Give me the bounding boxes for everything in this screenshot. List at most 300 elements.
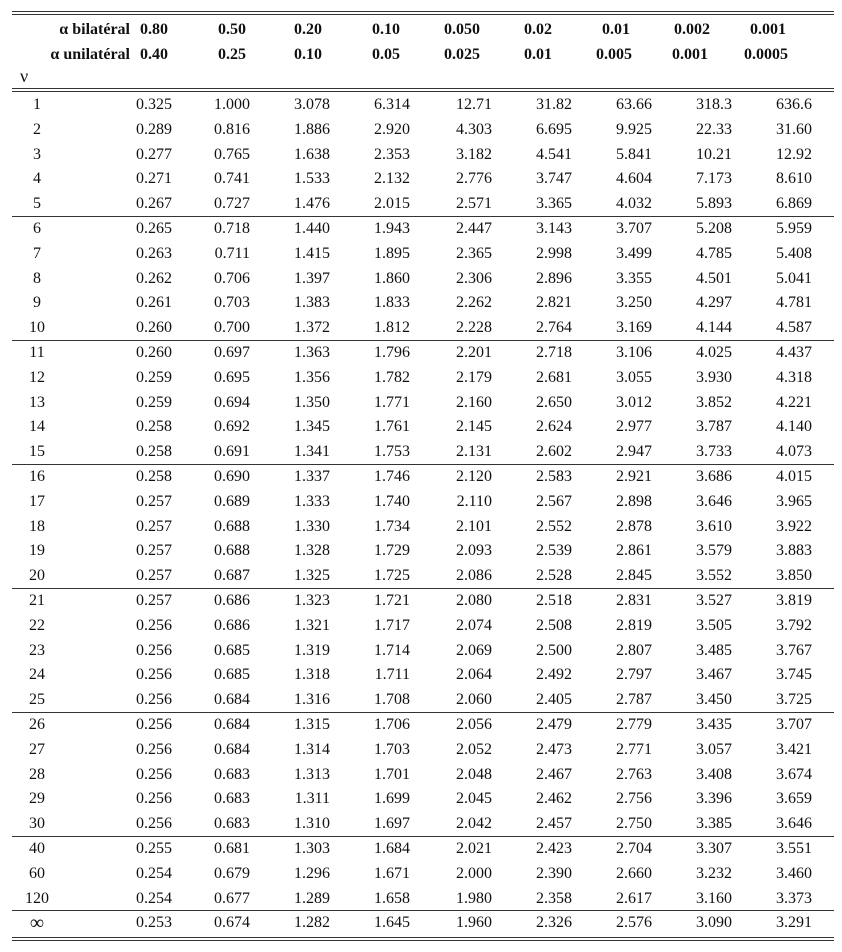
value-cell: 2.576 bbox=[616, 914, 652, 932]
value-cell: 3.078 bbox=[294, 96, 330, 113]
value-cell: 0.686 bbox=[214, 592, 250, 609]
value-cell: 4.781 bbox=[776, 294, 812, 312]
value-cell: 1.314 bbox=[294, 740, 330, 758]
value-cell: 4.140 bbox=[776, 418, 812, 436]
value-cell: 0.260 bbox=[136, 344, 172, 361]
value-cell: 5.841 bbox=[616, 145, 652, 163]
header-cell: 0.050 bbox=[444, 21, 480, 38]
nu-cell: 8 bbox=[33, 269, 41, 287]
nu-cell: 3 bbox=[33, 145, 41, 163]
table-row bbox=[12, 887, 834, 911]
value-cell: 4.032 bbox=[616, 195, 652, 213]
value-cell: 1.980 bbox=[456, 889, 492, 907]
value-cell: 1.000 bbox=[214, 96, 250, 113]
header-cell: 0.025 bbox=[444, 46, 480, 63]
value-cell: 3.505 bbox=[696, 616, 732, 634]
value-cell: 0.700 bbox=[214, 319, 250, 337]
table-row bbox=[12, 713, 834, 737]
value-cell: 0.741 bbox=[214, 170, 250, 188]
header-cell: 0.001 bbox=[750, 21, 786, 38]
value-cell: 2.048 bbox=[456, 765, 492, 783]
value-cell: 2.110 bbox=[456, 492, 492, 510]
value-cell: 1.860 bbox=[374, 269, 410, 287]
value-cell: 1.886 bbox=[294, 120, 330, 138]
value-cell: 2.660 bbox=[616, 864, 652, 882]
value-cell: 5.041 bbox=[776, 269, 812, 287]
value-cell: 10.21 bbox=[696, 145, 732, 163]
value-cell: 2.650 bbox=[536, 393, 572, 411]
value-cell: 9.925 bbox=[616, 120, 652, 138]
value-cell: 0.816 bbox=[214, 120, 250, 138]
value-cell: 1.319 bbox=[294, 641, 330, 659]
value-cell: 0.262 bbox=[136, 269, 172, 287]
value-cell: 0.261 bbox=[136, 294, 172, 312]
value-cell: 0.277 bbox=[136, 145, 172, 163]
value-cell: 1.363 bbox=[294, 344, 330, 361]
value-cell: 2.763 bbox=[616, 765, 652, 783]
value-cell: 1.333 bbox=[294, 492, 330, 510]
value-cell: 1.761 bbox=[374, 418, 410, 436]
value-cell: 2.821 bbox=[536, 294, 572, 312]
value-cell: 2.776 bbox=[456, 170, 492, 188]
value-cell: 4.604 bbox=[616, 170, 652, 188]
nu-cell: 60 bbox=[29, 864, 45, 882]
header-cell: 0.002 bbox=[674, 21, 710, 38]
nu-cell: 9 bbox=[33, 294, 41, 312]
header-row-bilateral bbox=[12, 18, 834, 42]
value-cell: 0.289 bbox=[136, 120, 172, 138]
value-cell: 2.462 bbox=[536, 790, 572, 808]
value-cell: 0.684 bbox=[214, 740, 250, 758]
value-cell: 2.583 bbox=[536, 468, 572, 485]
table-row bbox=[12, 911, 834, 935]
nu-cell: 6 bbox=[33, 220, 41, 237]
value-cell: 1.699 bbox=[374, 790, 410, 808]
value-cell: 1.714 bbox=[374, 641, 410, 659]
nu-cell: 2 bbox=[33, 120, 41, 138]
value-cell: 3.291 bbox=[776, 914, 812, 932]
value-cell: 0.683 bbox=[214, 765, 250, 783]
value-cell: 6.314 bbox=[374, 96, 410, 113]
nu-cell: 29 bbox=[29, 790, 45, 808]
value-cell: 0.683 bbox=[214, 790, 250, 808]
value-cell: 0.254 bbox=[136, 889, 172, 907]
value-cell: 3.055 bbox=[616, 368, 652, 386]
value-cell: 1.330 bbox=[294, 517, 330, 535]
value-cell: 2.977 bbox=[616, 418, 652, 436]
table-row bbox=[12, 118, 834, 142]
value-cell: 2.306 bbox=[456, 269, 492, 287]
value-cell: 4.015 bbox=[776, 468, 812, 485]
header-rule bbox=[12, 88, 834, 89]
value-cell: 1.415 bbox=[294, 244, 330, 262]
value-cell: 1.740 bbox=[374, 492, 410, 510]
bottom-rule bbox=[12, 937, 834, 938]
value-cell: 1.658 bbox=[374, 889, 410, 907]
value-cell: 1.708 bbox=[374, 691, 410, 709]
table-row bbox=[12, 515, 834, 539]
value-cell: 1.701 bbox=[374, 765, 410, 783]
nu-cell: 28 bbox=[29, 765, 45, 783]
value-cell: 2.704 bbox=[616, 840, 652, 857]
value-cell: 2.074 bbox=[456, 616, 492, 634]
group-rule bbox=[12, 910, 834, 911]
value-cell: 0.257 bbox=[136, 567, 172, 585]
value-cell: 2.552 bbox=[536, 517, 572, 535]
value-cell: 2.358 bbox=[536, 889, 572, 907]
value-cell: 0.257 bbox=[136, 592, 172, 609]
value-cell: 0.685 bbox=[214, 666, 250, 684]
value-cell: 63.66 bbox=[616, 96, 652, 113]
value-cell: 4.501 bbox=[696, 269, 732, 287]
table-row bbox=[12, 391, 834, 415]
value-cell: 636.6 bbox=[776, 96, 812, 113]
value-cell: 2.602 bbox=[536, 443, 572, 461]
table-row bbox=[12, 589, 834, 613]
group-rule bbox=[12, 340, 834, 341]
table-row bbox=[12, 837, 834, 861]
table-row bbox=[12, 812, 834, 836]
table-row bbox=[12, 490, 834, 514]
value-cell: 2.086 bbox=[456, 567, 492, 585]
value-cell: 3.232 bbox=[696, 864, 732, 882]
value-cell: 2.898 bbox=[616, 492, 652, 510]
group-rule bbox=[12, 464, 834, 465]
value-cell: 0.257 bbox=[136, 542, 172, 560]
value-cell: 0.256 bbox=[136, 616, 172, 634]
group-rule bbox=[12, 216, 834, 217]
value-cell: 0.256 bbox=[136, 691, 172, 709]
value-cell: 1.383 bbox=[294, 294, 330, 312]
value-cell: 2.365 bbox=[456, 244, 492, 262]
value-cell: 4.541 bbox=[536, 145, 572, 163]
value-cell: 2.571 bbox=[456, 195, 492, 213]
header-cell: 0.02 bbox=[524, 21, 552, 38]
nu-cell: 10 bbox=[29, 319, 45, 337]
nu-cell: 14 bbox=[29, 418, 45, 436]
value-cell: 2.179 bbox=[456, 368, 492, 386]
value-cell: 1.325 bbox=[294, 567, 330, 585]
value-cell: 0.690 bbox=[214, 468, 250, 485]
value-cell: 0.256 bbox=[136, 815, 172, 833]
value-cell: 2.718 bbox=[536, 344, 572, 361]
value-cell: 3.355 bbox=[616, 269, 652, 287]
value-cell: 0.267 bbox=[136, 195, 172, 213]
table-row bbox=[12, 663, 834, 687]
value-cell: 4.785 bbox=[696, 244, 732, 262]
value-cell: 3.090 bbox=[696, 914, 732, 932]
value-cell: 2.405 bbox=[536, 691, 572, 709]
header-cell: 0.01 bbox=[524, 46, 552, 63]
table-row bbox=[12, 415, 834, 439]
value-cell: 5.893 bbox=[696, 195, 732, 213]
value-cell: 4.144 bbox=[696, 319, 732, 337]
value-cell: 2.787 bbox=[616, 691, 652, 709]
top-rule bbox=[12, 11, 834, 12]
nu-cell: 21 bbox=[29, 592, 45, 609]
value-cell: 2.861 bbox=[616, 542, 652, 560]
value-cell: 3.365 bbox=[536, 195, 572, 213]
value-cell: 3.707 bbox=[616, 220, 652, 237]
value-cell: 12.71 bbox=[456, 96, 492, 113]
value-cell: 2.457 bbox=[536, 815, 572, 833]
value-cell: 1.311 bbox=[294, 790, 330, 808]
value-cell: 0.688 bbox=[214, 517, 250, 535]
value-cell: 2.056 bbox=[456, 716, 492, 733]
value-cell: 2.878 bbox=[616, 517, 652, 535]
value-cell: 22.33 bbox=[696, 120, 732, 138]
value-cell: 3.057 bbox=[696, 740, 732, 758]
value-cell: 0.255 bbox=[136, 840, 172, 857]
value-cell: 1.303 bbox=[294, 840, 330, 857]
value-cell: 4.318 bbox=[776, 368, 812, 386]
table-row bbox=[12, 564, 834, 588]
nu-cell: 24 bbox=[29, 666, 45, 684]
value-cell: 1.703 bbox=[374, 740, 410, 758]
value-cell: 1.734 bbox=[374, 517, 410, 535]
value-cell: 3.012 bbox=[616, 393, 652, 411]
value-cell: 7.173 bbox=[696, 170, 732, 188]
value-cell: 1.476 bbox=[294, 195, 330, 213]
value-cell: 1.289 bbox=[294, 889, 330, 907]
value-cell: 2.080 bbox=[456, 592, 492, 609]
header-cell: 0.05 bbox=[372, 46, 400, 63]
value-cell: 1.782 bbox=[374, 368, 410, 386]
value-cell: 0.263 bbox=[136, 244, 172, 262]
value-cell: 3.852 bbox=[696, 393, 732, 411]
value-cell: 3.733 bbox=[696, 443, 732, 461]
value-cell: 3.707 bbox=[776, 716, 812, 733]
table-row bbox=[12, 267, 834, 291]
value-cell: 3.792 bbox=[776, 616, 812, 634]
value-cell: 2.262 bbox=[456, 294, 492, 312]
value-cell: 1.315 bbox=[294, 716, 330, 733]
value-cell: 0.684 bbox=[214, 716, 250, 733]
value-cell: 2.326 bbox=[536, 914, 572, 932]
value-cell: 2.920 bbox=[374, 120, 410, 138]
nu-cell: 30 bbox=[29, 815, 45, 833]
value-cell: 2.021 bbox=[456, 840, 492, 857]
value-cell: 5.959 bbox=[776, 220, 812, 237]
header-row-unilateral bbox=[12, 43, 834, 67]
value-cell: 1.356 bbox=[294, 368, 330, 386]
value-cell: 0.683 bbox=[214, 815, 250, 833]
value-cell: 0.254 bbox=[136, 864, 172, 882]
nu-cell: 19 bbox=[29, 542, 45, 560]
value-cell: 1.895 bbox=[374, 244, 410, 262]
value-cell: 2.145 bbox=[456, 418, 492, 436]
table-row bbox=[12, 614, 834, 638]
value-cell: 2.052 bbox=[456, 740, 492, 758]
value-cell: 1.753 bbox=[374, 443, 410, 461]
value-cell: 2.819 bbox=[616, 616, 652, 634]
value-cell: 0.258 bbox=[136, 443, 172, 461]
value-cell: 0.258 bbox=[136, 418, 172, 436]
value-cell: 2.060 bbox=[456, 691, 492, 709]
value-cell: 3.965 bbox=[776, 492, 812, 510]
value-cell: 4.437 bbox=[776, 344, 812, 361]
value-cell: 1.796 bbox=[374, 344, 410, 361]
value-cell: 31.60 bbox=[776, 120, 812, 138]
nu-cell: 1 bbox=[33, 96, 41, 113]
value-cell: 2.797 bbox=[616, 666, 652, 684]
table-row bbox=[12, 862, 834, 886]
value-cell: 3.745 bbox=[776, 666, 812, 684]
value-cell: 1.345 bbox=[294, 418, 330, 436]
nu-cell: 40 bbox=[29, 840, 45, 857]
value-cell: 0.689 bbox=[214, 492, 250, 510]
value-cell: 1.729 bbox=[374, 542, 410, 560]
value-cell: 3.725 bbox=[776, 691, 812, 709]
value-cell: 4.303 bbox=[456, 120, 492, 138]
value-cell: 1.711 bbox=[374, 666, 410, 684]
value-cell: 3.686 bbox=[696, 468, 732, 485]
value-cell: 1.943 bbox=[374, 220, 410, 237]
nu-cell: 13 bbox=[29, 393, 45, 411]
value-cell: 0.727 bbox=[214, 195, 250, 213]
nu-cell: 11 bbox=[29, 344, 45, 361]
value-cell: 1.372 bbox=[294, 319, 330, 337]
value-cell: 0.686 bbox=[214, 616, 250, 634]
value-cell: 0.258 bbox=[136, 468, 172, 485]
table-row bbox=[12, 440, 834, 464]
value-cell: 0.253 bbox=[136, 914, 172, 932]
value-cell: 2.000 bbox=[456, 864, 492, 882]
value-cell: 1.638 bbox=[294, 145, 330, 163]
header-cell: 0.50 bbox=[218, 21, 246, 38]
value-cell: 0.256 bbox=[136, 790, 172, 808]
value-cell: 3.106 bbox=[616, 344, 652, 361]
table-row bbox=[12, 291, 834, 315]
value-cell: 3.250 bbox=[616, 294, 652, 312]
value-cell: 1.328 bbox=[294, 542, 330, 560]
value-cell: 4.587 bbox=[776, 319, 812, 337]
value-cell: 0.687 bbox=[214, 567, 250, 585]
value-cell: 3.646 bbox=[776, 815, 812, 833]
value-cell: 2.160 bbox=[456, 393, 492, 411]
value-cell: 0.259 bbox=[136, 393, 172, 411]
value-cell: 2.132 bbox=[374, 170, 410, 188]
value-cell: 1.746 bbox=[374, 468, 410, 485]
value-cell: 1.397 bbox=[294, 269, 330, 287]
value-cell: 2.064 bbox=[456, 666, 492, 684]
nu-cell: 7 bbox=[33, 244, 41, 262]
value-cell: 0.679 bbox=[214, 864, 250, 882]
value-cell: 3.467 bbox=[696, 666, 732, 684]
value-cell: 3.819 bbox=[776, 592, 812, 609]
nu-cell: 5 bbox=[33, 195, 41, 213]
nu-cell: ∞ bbox=[29, 912, 45, 935]
value-cell: 1.321 bbox=[294, 616, 330, 634]
value-cell: 4.221 bbox=[776, 393, 812, 411]
table-row bbox=[12, 217, 834, 241]
nu-cell: 25 bbox=[29, 691, 45, 709]
value-cell: 1.684 bbox=[374, 840, 410, 857]
bottom-rule bbox=[12, 940, 834, 941]
nu-cell: 17 bbox=[29, 492, 45, 510]
value-cell: 3.385 bbox=[696, 815, 732, 833]
table-row bbox=[12, 242, 834, 266]
nu-cell: 27 bbox=[29, 740, 45, 758]
value-cell: 2.353 bbox=[374, 145, 410, 163]
value-cell: 3.499 bbox=[616, 244, 652, 262]
header-cell: 0.005 bbox=[596, 46, 632, 63]
value-cell: 2.518 bbox=[536, 592, 572, 609]
value-cell: 1.310 bbox=[294, 815, 330, 833]
value-cell: 31.82 bbox=[536, 96, 572, 113]
header-cell: 0.40 bbox=[140, 46, 168, 63]
value-cell: 2.093 bbox=[456, 542, 492, 560]
header-cell: 0.10 bbox=[372, 21, 400, 38]
table-row bbox=[12, 316, 834, 340]
value-cell: 1.296 bbox=[294, 864, 330, 882]
header-cell: 0.25 bbox=[218, 46, 246, 63]
table-row bbox=[12, 465, 834, 489]
value-cell: 0.697 bbox=[214, 344, 250, 361]
nu-cell: 4 bbox=[33, 170, 41, 188]
value-cell: 3.646 bbox=[696, 492, 732, 510]
value-cell: 2.779 bbox=[616, 716, 652, 733]
value-cell: 2.845 bbox=[616, 567, 652, 585]
table-row bbox=[12, 738, 834, 762]
value-cell: 2.201 bbox=[456, 344, 492, 361]
alpha-unilateral-label: α unilatéral bbox=[50, 46, 130, 63]
value-cell: 3.182 bbox=[456, 145, 492, 163]
value-cell: 3.460 bbox=[776, 864, 812, 882]
value-cell: 1.440 bbox=[294, 220, 330, 237]
value-cell: 0.711 bbox=[214, 244, 250, 262]
value-cell: 1.671 bbox=[374, 864, 410, 882]
value-cell: 2.045 bbox=[456, 790, 492, 808]
value-cell: 3.747 bbox=[536, 170, 572, 188]
nu-cell: 22 bbox=[29, 616, 45, 634]
value-cell: 1.341 bbox=[294, 443, 330, 461]
value-cell: 0.703 bbox=[214, 294, 250, 312]
header-cell: 0.20 bbox=[294, 21, 322, 38]
value-cell: 2.831 bbox=[616, 592, 652, 609]
value-cell: 1.812 bbox=[374, 319, 410, 337]
value-cell: 2.750 bbox=[616, 815, 652, 833]
value-cell: 0.325 bbox=[136, 96, 172, 113]
table-row bbox=[12, 192, 834, 216]
value-cell: 1.323 bbox=[294, 592, 330, 609]
value-cell: 2.807 bbox=[616, 641, 652, 659]
value-cell: 2.771 bbox=[616, 740, 652, 758]
value-cell: 1.833 bbox=[374, 294, 410, 312]
value-cell: 0.684 bbox=[214, 691, 250, 709]
table-row bbox=[12, 341, 834, 365]
value-cell: 0.706 bbox=[214, 269, 250, 287]
value-cell: 6.695 bbox=[536, 120, 572, 138]
value-cell: 6.869 bbox=[776, 195, 812, 213]
value-cell: 3.922 bbox=[776, 517, 812, 535]
value-cell: 0.692 bbox=[214, 418, 250, 436]
table-row bbox=[12, 763, 834, 787]
top-rule bbox=[12, 14, 834, 15]
value-cell: 0.685 bbox=[214, 641, 250, 659]
table-row bbox=[12, 93, 834, 117]
alpha-bilateral-label: α bilatéral bbox=[59, 21, 130, 38]
value-cell: 2.508 bbox=[536, 616, 572, 634]
value-cell: 2.069 bbox=[456, 641, 492, 659]
value-cell: 3.169 bbox=[616, 319, 652, 337]
value-cell: 2.492 bbox=[536, 666, 572, 684]
value-cell: 5.408 bbox=[776, 244, 812, 262]
nu-cell: 18 bbox=[29, 517, 45, 535]
value-cell: 0.260 bbox=[136, 319, 172, 337]
value-cell: 4.297 bbox=[696, 294, 732, 312]
value-cell: 1.533 bbox=[294, 170, 330, 188]
